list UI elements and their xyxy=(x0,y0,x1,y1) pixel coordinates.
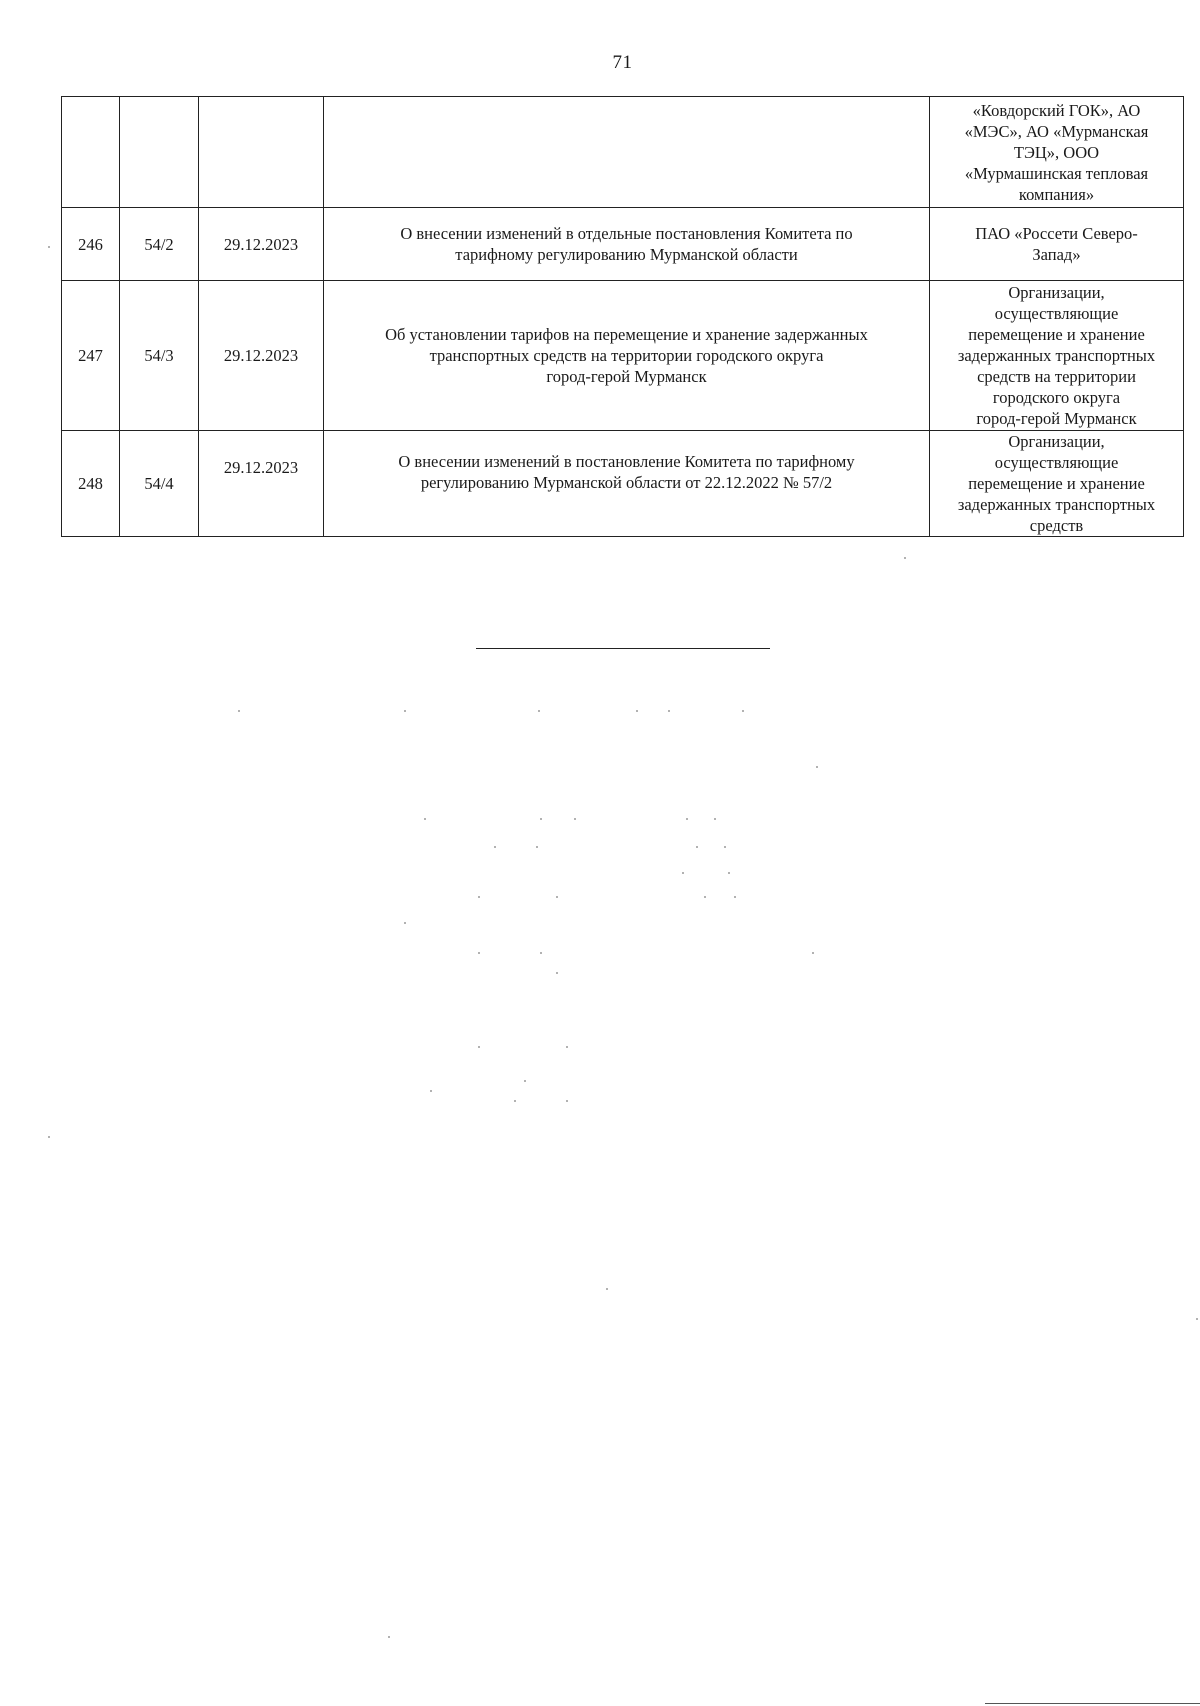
row-number-cell: 248 xyxy=(62,431,120,537)
org-line: средств xyxy=(1029,516,1084,535)
org-line: осуществляющие xyxy=(994,453,1119,472)
organization-cell xyxy=(930,208,1184,281)
table-row-continued xyxy=(62,97,1184,208)
title-line: О внесении изменений в отдельные постановления Комитета по xyxy=(400,224,853,243)
org-line: осуществляющие xyxy=(994,304,1119,323)
org-line: средств на территории xyxy=(977,367,1136,386)
org-line: город-герой Мурманск xyxy=(976,409,1137,428)
title-cell xyxy=(324,208,930,281)
org-line: городского округа xyxy=(992,388,1121,407)
org-line: «МЭС», АО «Мурманская xyxy=(964,121,1149,141)
organization-cell xyxy=(930,97,1184,208)
org-line: перемещение и хранение xyxy=(968,325,1145,344)
row-number-cell xyxy=(62,97,120,208)
org-line: задержанных транспортных xyxy=(957,495,1156,514)
title-line: Об установлении тарифов на перемещение и хранение задержанных xyxy=(385,325,868,344)
table-row xyxy=(62,208,1184,281)
document-number-cell: 54/3 xyxy=(120,281,199,431)
org-line: Организации, xyxy=(1008,432,1105,451)
org-line: ТЭЦ», ООО xyxy=(1013,142,1100,162)
date-cell: 29.12.2023 xyxy=(199,431,324,537)
title-line: транспортных средств на территории городского округа xyxy=(429,346,824,365)
org-line: «Ковдорский ГОК», АО xyxy=(972,100,1141,120)
row-number-cell: 247 xyxy=(62,281,120,431)
title-line: тарифному регулированию Мурманской области xyxy=(455,245,798,264)
date-cell: 29.12.2023 xyxy=(199,281,324,431)
decisions-table xyxy=(61,96,1184,537)
org-line: компания» xyxy=(1018,184,1095,204)
org-line: ПАО «Россети Северо- xyxy=(975,224,1138,243)
title-cell xyxy=(324,431,930,537)
org-line: перемещение и хранение xyxy=(968,474,1145,493)
row-number-cell: 246 xyxy=(62,208,120,281)
document-number-cell: 54/4 xyxy=(120,431,199,537)
org-line: Организации, xyxy=(1008,283,1105,302)
title-cell xyxy=(324,281,930,431)
page-number: 71 xyxy=(612,52,633,73)
table-row xyxy=(62,281,1184,431)
title-line: город-герой Мурманск xyxy=(546,367,707,386)
organization-cell xyxy=(930,431,1184,537)
title-line: О внесении изменений в постановление Комитета по тарифному xyxy=(398,452,855,471)
org-line: задержанных транспортных xyxy=(957,346,1156,365)
document-number-cell: 54/2 xyxy=(120,208,199,281)
date-cell xyxy=(199,97,324,208)
title-cell xyxy=(324,97,930,208)
title-line: регулированию Мурманской области от 22.12.2022 № 57/2 xyxy=(420,473,833,492)
org-line: Запад» xyxy=(1032,245,1081,264)
document-number-cell xyxy=(120,97,199,208)
scan-edge-line xyxy=(985,1703,1200,1704)
end-of-document-rule xyxy=(476,648,770,649)
table-row xyxy=(62,431,1184,537)
date-cell: 29.12.2023 xyxy=(199,208,324,281)
org-line: «Мурмашинская тепловая xyxy=(964,163,1149,183)
organization-cell xyxy=(930,281,1184,431)
